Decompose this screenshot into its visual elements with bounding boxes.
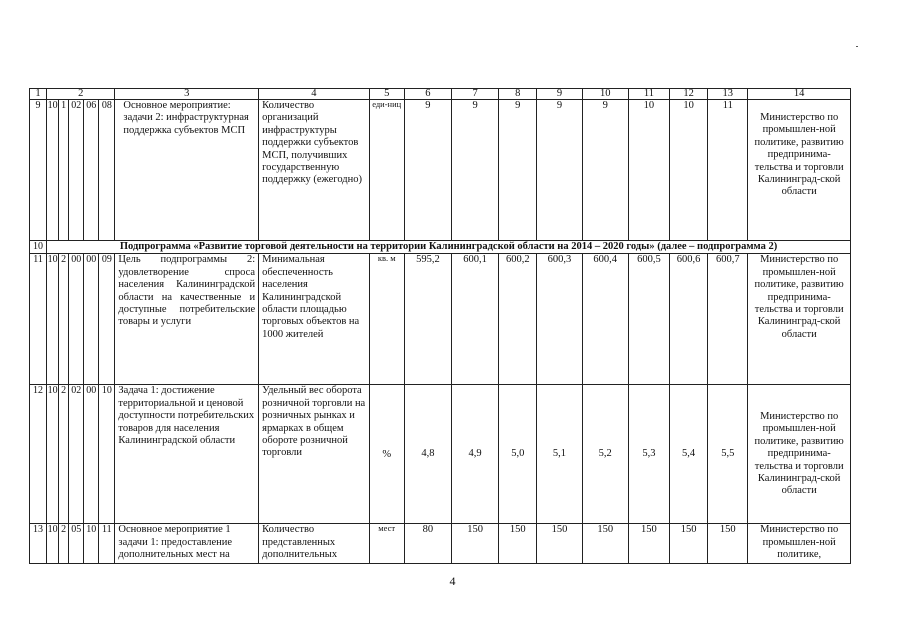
row-number: 12	[30, 385, 47, 524]
value-cell: 80	[404, 524, 451, 564]
code-cell: 10	[47, 254, 59, 385]
code-cell: 11	[99, 524, 115, 564]
unit-cell: кв. м	[369, 254, 404, 385]
indicator-name: Количество представленных дополнительных	[259, 524, 370, 564]
code-cell: 10	[47, 385, 59, 524]
value-cell: 600,2	[499, 254, 537, 385]
code-cell: 1	[59, 100, 69, 241]
code-cell: 00	[84, 254, 99, 385]
code-cell: 00	[84, 385, 99, 524]
row-number: 10	[30, 241, 47, 254]
value-cell: 5,0	[499, 385, 537, 524]
code-cell: 06	[84, 100, 99, 241]
table-row	[30, 100, 851, 241]
table-row	[30, 385, 851, 524]
indicators-table	[29, 88, 851, 564]
col-header: 2	[47, 89, 115, 100]
code-cell: 02	[69, 385, 84, 524]
executor-cell: Министерство по промышлен-ной политике, развитию предпринима-тельства и торговли Калининград-ской области	[748, 100, 851, 241]
unit-cell: еди-ниц	[369, 100, 404, 241]
code-cell: 2	[59, 254, 69, 385]
col-header: 10	[582, 89, 628, 100]
subprogram-row	[30, 241, 851, 254]
page-number: 4	[449, 574, 456, 588]
indicator-name: Минимальная обеспеченность населения Калининградской области площадью торговых объектов на 1000 жителей	[259, 254, 370, 385]
col-header: 6	[404, 89, 451, 100]
subprogram-title: Подпрограмма «Развитие торговой деятельности на территории Калининградской области на 2014 – 2020 годы» (далее – подпрограмма 2)	[47, 241, 851, 254]
row-number: 9	[30, 100, 47, 241]
indicator-name: Удельный вес оборота розничной торговли на розничных рынках и ярмарках в общем обороте розничной торговли	[259, 385, 370, 524]
code-cell: 10	[47, 524, 59, 564]
code-cell: 09	[99, 254, 115, 385]
value-cell: 11	[708, 100, 748, 241]
code-cell: 2	[59, 524, 69, 564]
value-cell: 5,2	[582, 385, 628, 524]
value-cell: 150	[499, 524, 537, 564]
col-header: 5	[369, 89, 404, 100]
value-cell: 9	[582, 100, 628, 241]
code-cell: 10	[47, 100, 59, 241]
value-cell: 595,2	[404, 254, 451, 385]
value-cell: 600,6	[670, 254, 708, 385]
value-cell: 150	[537, 524, 582, 564]
col-header: 9	[537, 89, 582, 100]
executor-cell: Министерство по промышлен-ной политике, развитию предпринима-тельства и торговли Калининград-ской области	[748, 385, 851, 524]
value-cell: 600,1	[452, 254, 499, 385]
code-cell: 2	[59, 385, 69, 524]
table-row	[30, 254, 851, 385]
executor-cell: Министерство по промышлен-ной политике,	[748, 524, 851, 564]
executor-cell: Министерство по промышлен-ной политике, развитию предпринима-тельства и торговли Калининград-ской области	[748, 254, 851, 385]
code-cell: 05	[69, 524, 84, 564]
value-cell: 600,7	[708, 254, 748, 385]
goal-name: Цель подпрограммы 2: удовлетворение спроса населения Калининградской области на качественные и доступные потребительские товары и услуги	[115, 254, 259, 385]
value-cell: 9	[537, 100, 582, 241]
value-cell: 5,5	[708, 385, 748, 524]
code-cell: 00	[69, 254, 84, 385]
measure-name: Основное мероприятие 1 задачи 1: предоставление дополнительных мест на	[115, 524, 259, 564]
value-cell: 150	[452, 524, 499, 564]
value-cell: 150	[670, 524, 708, 564]
value-cell: 10	[670, 100, 708, 241]
col-header: 12	[670, 89, 708, 100]
value-cell: 600,4	[582, 254, 628, 385]
table-row	[30, 524, 851, 564]
value-cell: 9	[499, 100, 537, 241]
code-cell: 10	[84, 524, 99, 564]
unit-cell: мест	[369, 524, 404, 564]
value-cell: 150	[708, 524, 748, 564]
col-header: 4	[259, 89, 370, 100]
row-number: 13	[30, 524, 47, 564]
value-cell: 5,1	[537, 385, 582, 524]
value-cell: 5,4	[670, 385, 708, 524]
value-cell: 10	[628, 100, 669, 241]
value-cell: 150	[582, 524, 628, 564]
value-cell: 150	[628, 524, 669, 564]
col-header: 14	[748, 89, 851, 100]
col-header: 7	[452, 89, 499, 100]
indicator-name: Количество организаций инфраструктуры поддержки субъектов МСП, получивших государственную поддержку (ежегодно)	[259, 100, 370, 241]
col-header: 13	[708, 89, 748, 100]
col-header: 8	[499, 89, 537, 100]
col-header: 11	[628, 89, 669, 100]
value-cell: 4,8	[404, 385, 451, 524]
col-header: 3	[115, 89, 259, 100]
value-cell: 5,3	[628, 385, 669, 524]
scan-speck	[856, 46, 858, 47]
column-number-row	[30, 89, 851, 100]
task-name: Задача 1: достижение территориальной и ценовой доступности потребительских товаров для населения Калининградской области	[115, 385, 259, 524]
unit-cell: %	[369, 385, 404, 524]
col-header: 1	[30, 89, 47, 100]
measure-name: Основное мероприятие: задачи 2: инфраструктурная поддержка субъектов МСП	[115, 100, 259, 241]
code-cell: 08	[99, 100, 115, 241]
value-cell: 9	[404, 100, 451, 241]
code-cell: 02	[69, 100, 84, 241]
value-cell: 600,5	[628, 254, 669, 385]
code-cell: 10	[99, 385, 115, 524]
value-cell: 600,3	[537, 254, 582, 385]
value-cell: 4,9	[452, 385, 499, 524]
row-number: 11	[30, 254, 47, 385]
value-cell: 9	[452, 100, 499, 241]
